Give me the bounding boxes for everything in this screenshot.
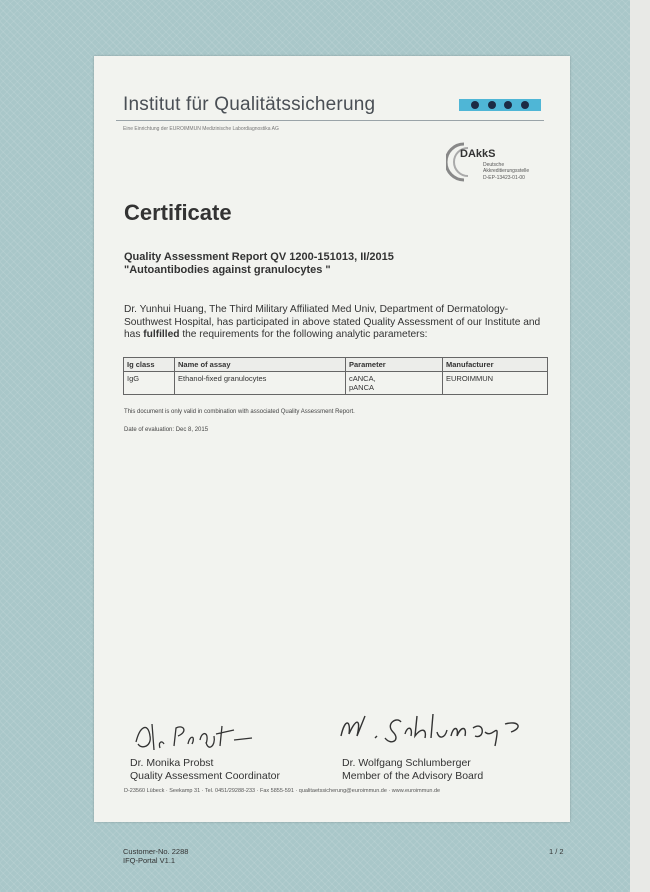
signatory-2-role: Member of the Advisory Board [342,770,484,782]
header-ig-class: Ig class [124,358,175,372]
dakks-code: D-EP-13423-01-00 [483,175,525,181]
header-manufacturer: Manufacturer [443,358,548,372]
table-row [124,372,548,395]
parameter-canca: cANCA, [349,374,376,383]
body-text-bold: fulfilled [143,329,180,340]
page-edge [630,0,650,892]
probst-signature [130,712,260,756]
header-assay: Name of assay [175,358,346,372]
cell-parameter [346,372,443,395]
signatory-2-name: Dr. Wolfgang Schlumberger [342,757,471,769]
dakks-name: DAkkS [460,148,496,160]
header-divider [116,120,544,121]
assay-table [123,357,548,395]
portal-version: IFQ-Portal V1.1 [123,856,176,865]
report-title [124,251,394,277]
institute-subtitle: Eine Einrichtung der EUROIMMUN Medizinische Labordiagnostika AG [123,126,279,132]
signatory-1 [130,757,280,783]
euroimmun-logo [459,99,541,111]
table-header-row [124,358,548,372]
cell-assay: Ethanol-fixed granulocytes [175,372,346,395]
signatory-1-name: Dr. Monika Probst [130,757,214,769]
address-footer: D-23560 Lübeck · Seekamp 31 · Tel. 0451/29288-233 · Fax 5855-591 · qualitaetssicherung@euroimmun.de · www.euroimmun.de [124,788,441,794]
evaluation-date: Date of evaluation: Dec 8, 2015 [124,427,209,433]
body-text-start: Dr. Yunhui Huang, The Third Military Affiliated Med Univ, Department of Dermatology-Southwest Hospital, has participated in above stated Quality Assessment of our Institute and has [124,304,541,340]
schlumberger-signature [335,706,535,750]
dakks-line-2: Akkreditierungsstelle [483,168,530,174]
header-parameter: Parameter [346,358,443,372]
report-subject: "Autoantibodies against granulocytes " [124,264,331,276]
signatory-1-role: Quality Assessment Coordinator [130,770,280,782]
signatory-2 [342,757,483,783]
body-text-end: the requirements for the following analytic parameters: [179,329,428,340]
page-number: 1 / 2 [549,847,564,856]
certificate-title: Certificate [124,200,232,225]
institute-title: Institut für Qualitätssicherung [123,94,376,115]
cell-manufacturer: EUROIMMUN [443,372,548,395]
cell-ig-class: IgG [124,372,175,395]
dakks-line-1: Deutsche [483,162,505,168]
certificate-body [124,304,548,342]
validity-note: This document is only valid in combination with associated Quality Assessment Report. [124,409,355,415]
report-number: Quality Assessment Report QV 1200-151013, II/2015 [124,251,394,263]
customer-number: Customer-No. 2288 [123,847,189,856]
parameter-panca: pANCA [349,383,375,392]
customer-info [123,847,188,865]
